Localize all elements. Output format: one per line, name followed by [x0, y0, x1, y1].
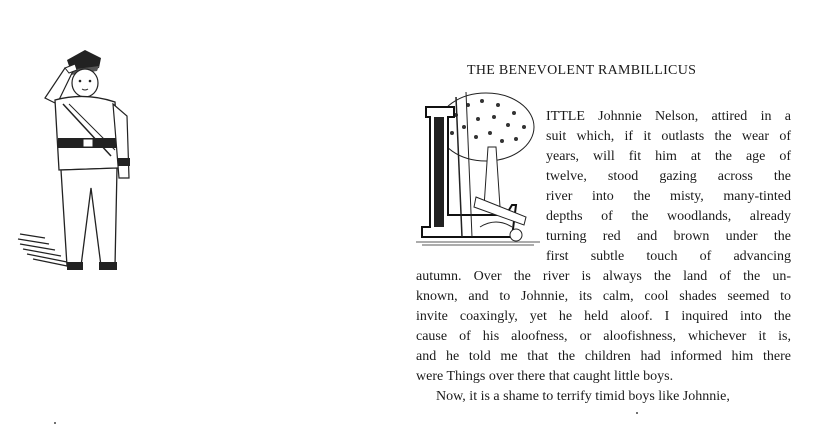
text-line: first subtle touch of advancing	[546, 249, 791, 264]
text-line: ITTLE Johnnie Nelson, attired in a	[546, 109, 791, 124]
text-line: were Things over there that caught little boys.	[416, 369, 674, 384]
print-speck	[636, 412, 638, 414]
text-line: years, will fit him at the age of	[546, 149, 791, 164]
text-line: autumn. Over the river is always the land of the un-	[416, 269, 791, 284]
print-speck	[54, 422, 56, 424]
text-line: invite coaxingly, yet he held aloof. I inquired into the	[416, 309, 791, 324]
text-line: and he told me that the children had informed him there	[416, 349, 791, 364]
saluting-boy-illustration	[15, 38, 140, 278]
text-line: Now, it is a shame to terrify timid boys like Johnnie,	[436, 389, 730, 404]
text-line: depths of the woodlands, already	[546, 209, 791, 224]
text-line: known, and to Johnnie, its calm, cool shades seemed to	[416, 289, 791, 304]
text-line: turning red and brown under the	[546, 229, 791, 244]
text-line: suit which, if it outlasts the wear of	[546, 129, 791, 144]
text-line: twelve, stood gazing across the	[546, 169, 791, 184]
decorated-initial-illustration	[416, 87, 540, 247]
chapter-title: THE BENEVOLENT RAMBILLICUS	[467, 63, 697, 78]
text-line: cause of his aloofness, or aloofishness, whichever it is,	[416, 329, 791, 344]
text-line: river into the misty, many-tinted	[546, 189, 791, 204]
